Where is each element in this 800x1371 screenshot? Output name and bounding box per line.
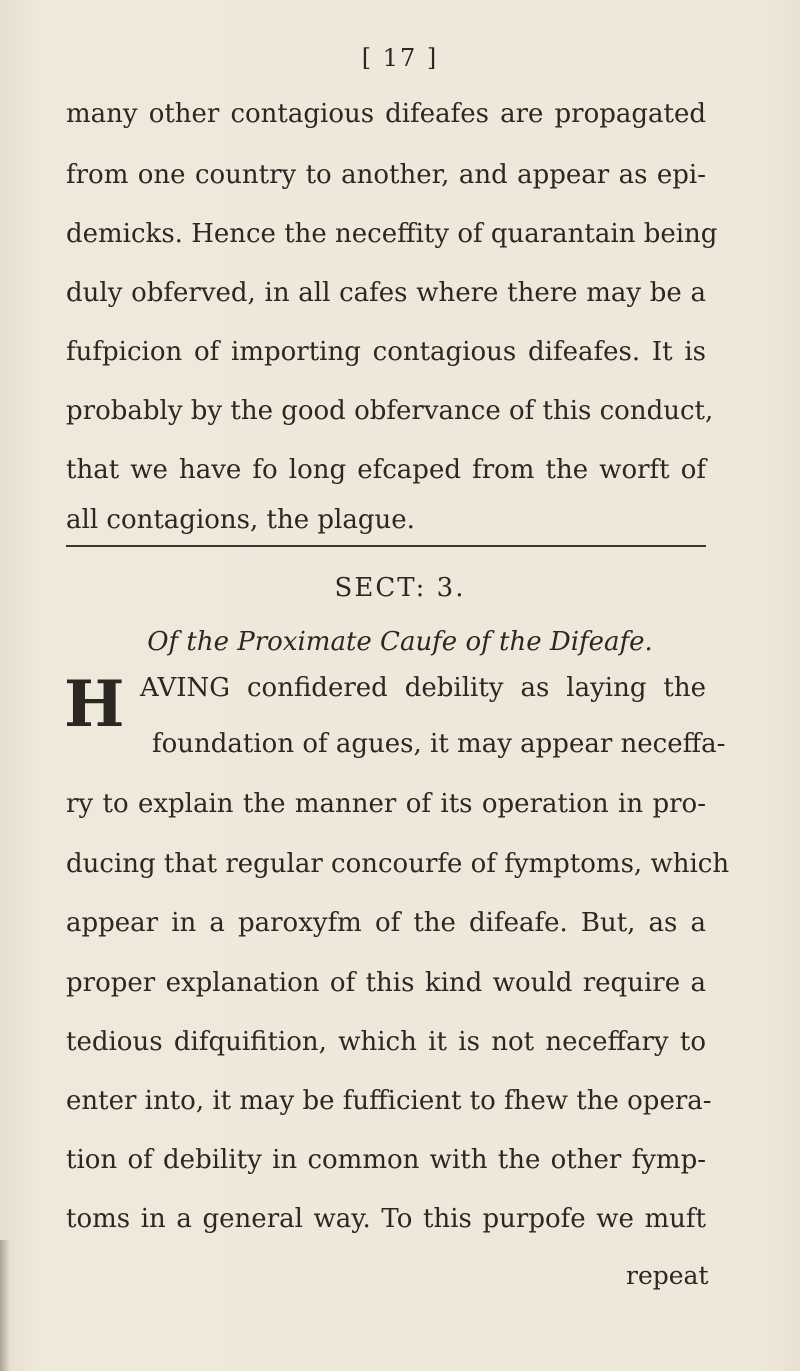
- section-divider: [66, 545, 706, 547]
- page-number: [ 17 ]: [361, 44, 439, 72]
- text-line-2: from one country to another, and appear as epi-: [66, 160, 706, 190]
- text-line-1: many other contagious difeafes are propagated: [66, 99, 706, 129]
- section-line-7: tedious difquifition, which it is not neceffary to: [66, 1027, 706, 1057]
- section-line-2: foundation of agues, it may appear neceffa-: [152, 729, 726, 759]
- section-line-8: enter into, it may be fufficient to fhew the opera-: [66, 1086, 712, 1116]
- section-line-3: ry to explain the manner of its operation in pro-: [66, 789, 706, 819]
- text-line-8: all contagions, the plague.: [66, 505, 415, 535]
- section-line-10: toms in a general way. To this purpofe we muft: [66, 1204, 706, 1234]
- text-line-4: duly obferved, in all cafes where there may be a: [66, 278, 706, 308]
- section-line-4: ducing that regular concourfe of fymptoms, which: [66, 849, 730, 879]
- text-line-6: probably by the good obfervance of this conduct,: [66, 396, 714, 426]
- section-line-9: tion of debility in common with the other fymp-: [66, 1145, 706, 1175]
- drop-cap: H: [64, 667, 125, 742]
- section-title: Of the Proximate Caufe of the Difeafe.: [147, 627, 653, 657]
- catchword: repeat: [626, 1261, 709, 1290]
- text-line-5: fufpicion of importing contagious difeafes. It is: [66, 337, 706, 367]
- section-line-1: AVING confidered debility as laying the: [140, 673, 706, 703]
- text-line-7: that we have fo long efcaped from the worft of: [66, 455, 706, 485]
- section-line-6: proper explanation of this kind would require a: [66, 968, 706, 998]
- section-heading: SECT: 3.: [334, 573, 466, 603]
- section-line-5: appear in a paroxyfm of the difeafe. But, as a: [66, 908, 706, 938]
- binding-shadow: [0, 1240, 10, 1371]
- text-line-3: demicks. Hence the neceffity of quarantain being: [66, 219, 718, 249]
